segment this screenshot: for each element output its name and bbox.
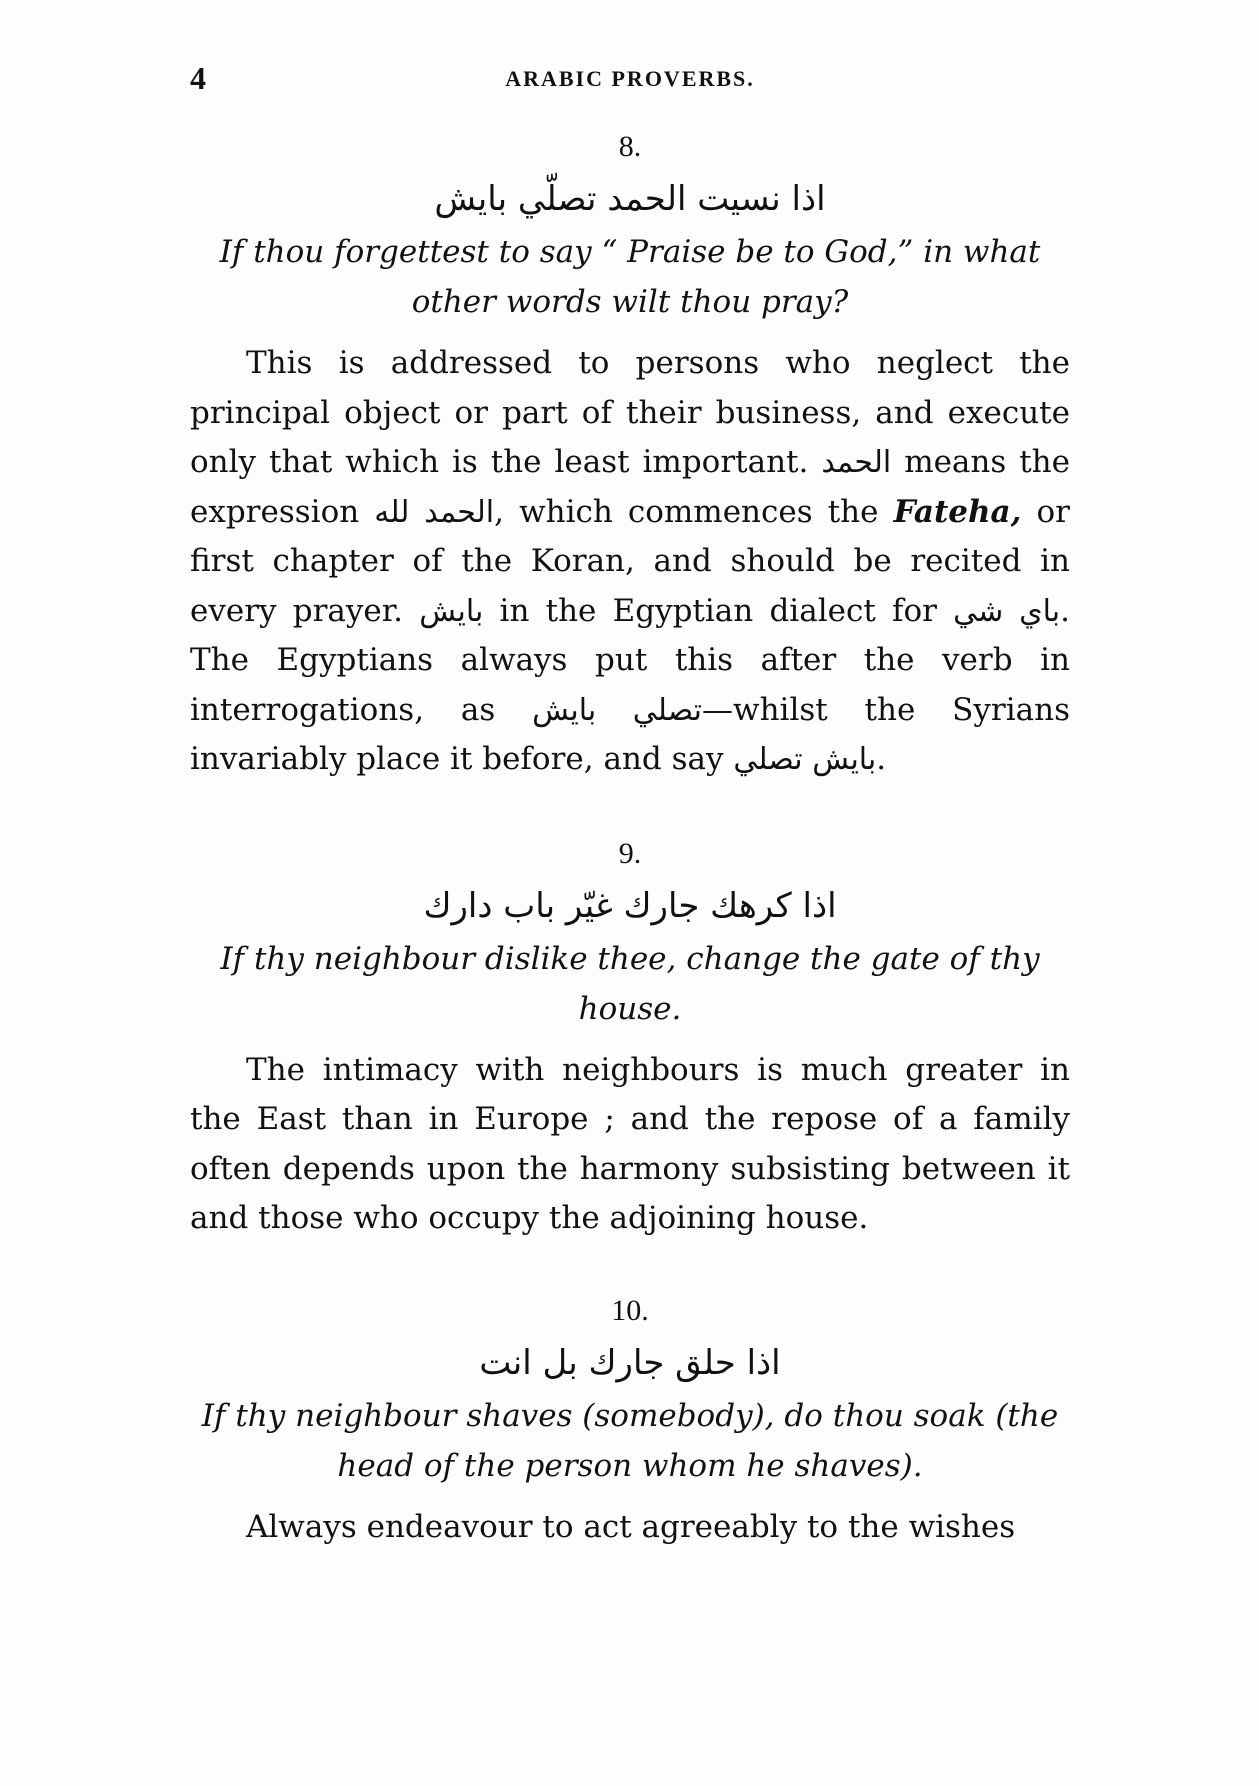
proverb-number: 9. — [618, 836, 642, 870]
running-title: ARABIC PROVERBS. — [505, 66, 755, 91]
commentary-text: . — [876, 741, 887, 778]
arabic-proverb: اذا حلق جارك بل انت — [479, 1342, 781, 1383]
arabic-proverb: اذا نسيت الحمد تصلّي بايش — [434, 179, 826, 219]
proverb-10 — [190, 1294, 1070, 1553]
page-header — [190, 60, 1070, 100]
arabic-inline-term: تصلي بايش — [532, 692, 703, 728]
proverb-number: 10. — [611, 1293, 649, 1327]
proverb-translation: If thy neighbour dislike thee, change the gate of thy house. — [220, 940, 1040, 1027]
emphasized-term: Fateha, — [893, 493, 1022, 530]
page-number: 4 — [190, 60, 206, 96]
page-body — [190, 130, 1070, 1553]
proverb-commentary: Always endeavour to act agreeably to the wishes — [246, 1509, 1016, 1546]
proverb-commentary — [190, 339, 1070, 785]
commentary-text: This is addressed to persons who neglect the principal object or part of their business, and execute only that which is the least important. — [190, 345, 1070, 481]
proverb-9 — [190, 837, 1070, 1244]
proverb-8 — [190, 130, 1070, 785]
commentary-text: . The Egyptians always put this after the verb in interrogations, as — [190, 592, 1071, 728]
arabic-inline-term: باي شي — [953, 593, 1061, 629]
arabic-inline-term: بايش تصلي — [733, 742, 877, 778]
proverb-number: 8. — [618, 130, 642, 163]
commentary-text: or first chapter of the Koran, and should be recited in every prayer. — [190, 493, 1070, 629]
proverb-commentary: The intimacy with neighbours is much greater in the East than in Europe ; and the repose of a family often depends upon the harmony subsisting between it and those who occupy the adjoining house. — [190, 1051, 1070, 1237]
proverb-translation: If thou forgettest to say “ Praise be to God,” in what other words wilt thou pray? — [219, 234, 1041, 321]
proverb-translation: If thy neighbour shaves (somebody), do thou soak (the head of the person whom he shaves). — [201, 1398, 1059, 1485]
arabic-proverb: اذا كرهك جارك غيّر باب دارك — [423, 885, 837, 926]
commentary-text: —whilst the Syrians invariably place it before, and say — [190, 691, 1070, 778]
commentary-text: , which commences the — [494, 493, 894, 530]
arabic-inline-term: الحمد — [821, 445, 892, 481]
arabic-inline-term: الحمد لله — [374, 494, 495, 530]
arabic-inline-term: بايش — [419, 593, 484, 629]
commentary-text: in the Egyptian dialect for — [483, 592, 954, 629]
commentary-text: means the expression — [190, 444, 1070, 530]
